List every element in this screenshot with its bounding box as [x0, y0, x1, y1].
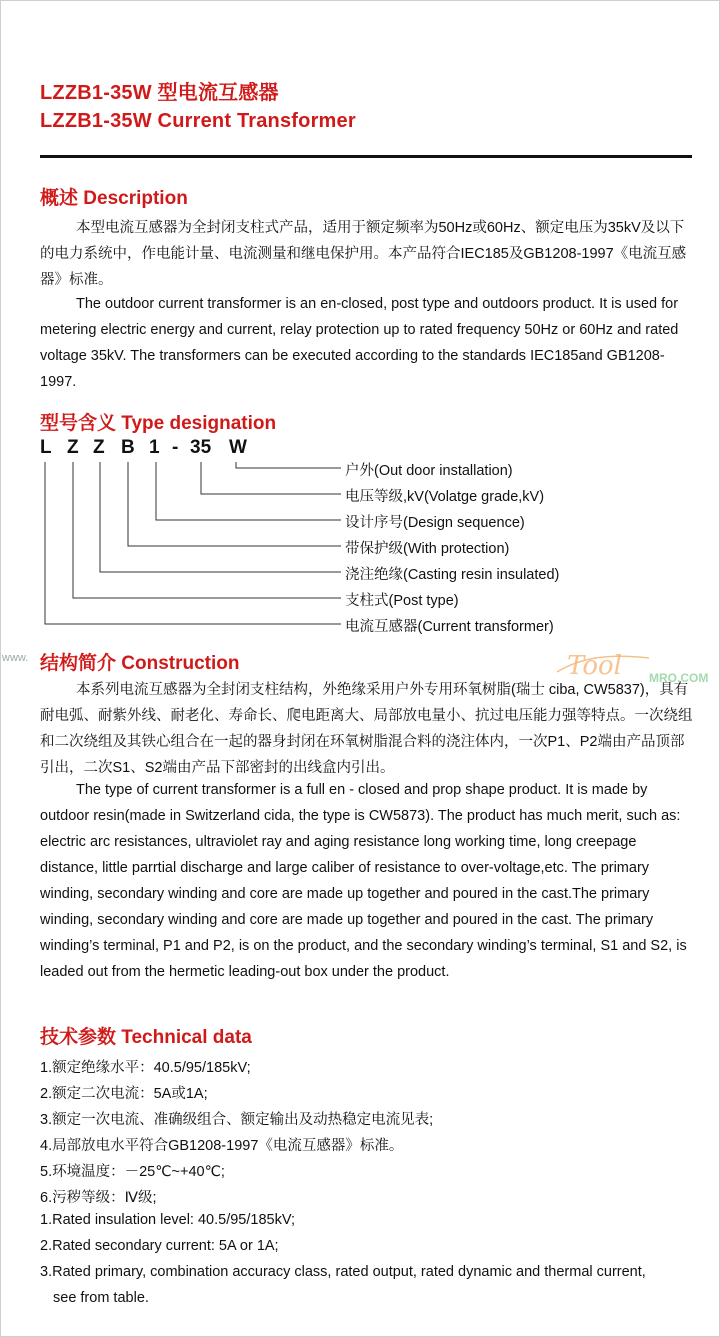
svg-text:MRO.COM: MRO.COM: [649, 671, 709, 682]
code-letter-Z2: Z: [93, 437, 105, 458]
svg-text:Tool: Tool: [567, 651, 622, 681]
description-cn: 本型电流互感器为全封闭支柱式产品，适用于额定频率为50Hz或60Hz、额定电压为35kV及以下的电力系统中，作电能计量、电流测量和继电保护用。本产品符合IEC185及GB1208-1997《电流互感器》标准。: [40, 220, 687, 288]
code-digit-1: 1: [149, 437, 160, 458]
type-designation-heading: 型号含义 Type designation: [40, 413, 277, 434]
tech-item-1-en: 1.Rated insulation level: 40.5/95/185kV;: [40, 1212, 295, 1228]
legend-current-transformer: 电流互感器(Current transformer): [345, 619, 554, 635]
code-voltage-35: 35: [190, 437, 212, 458]
title-cn: LZZB1-35W 型电流互感器: [40, 82, 279, 104]
tech-item-2-en: 2.Rated secondary current: 5A or 1A;: [40, 1238, 279, 1254]
legend-voltage-grade: 电压等级,kV(Volatge grade,kV): [345, 489, 545, 505]
legend-post-type: 支柱式(Post type): [345, 593, 459, 609]
tech-item-6-cn: 6.污秽等级：Ⅳ级;: [40, 1190, 157, 1206]
title-en: LZZB1-35W Current Transformer: [40, 110, 356, 132]
tech-item-5-cn: 5.环境温度：－25℃~+40℃;: [40, 1164, 225, 1180]
tech-item-3-en-cont: see from table.: [53, 1290, 149, 1306]
construction-cn: 本系列电流互感器为全封闭支柱结构，外绝缘采用户外专用环氧树脂(瑞士 ciba, CW5837)，具有耐电弧、耐紫外线、耐老化、寿命长、爬电距离大、局部放电量小、抗过电压能力强等特点。一次绕组和二次绕组及其铁心组合在一起的器身封闭在环氧树脂混合料的浇注体内，一次P1、P2端由产品顶部引出，二次S1、S2端由产品下部密封的出线盒内引出。: [40, 682, 693, 776]
legend-with-protection: 带保护级(With protection): [345, 541, 510, 557]
code-letter-Z1: Z: [67, 437, 79, 458]
legend-design-sequence: 设计序号(Design sequence): [345, 515, 525, 531]
code-dash: -: [172, 437, 179, 458]
tech-item-2-cn: 2.额定二次电流：5A或1A;: [40, 1086, 208, 1102]
tech-item-3-cn: 3.额定一次电流、准确级组合、额定输出及动热稳定电流见表;: [40, 1112, 434, 1128]
construction-heading: 结构简介 Construction: [40, 653, 240, 674]
legend-outdoor: 户外(Out door installation): [345, 463, 513, 479]
watermark-left: www.: [2, 652, 29, 664]
tech-item-4-cn: 4.局部放电水平符合GB1208-1997《电流互感器》标准。: [40, 1138, 404, 1154]
construction-en: The type of current transformer is a full en - closed and prop shape product. It is made by outdoor resin(made in Switzerland cida, the type is CW5873). The product has much merit, such as: electric arc resistances, ultraviolet ray and aging resistance long working time, long creepage distance, little parrtial discharge and large caliber of resistance to over-voltage,etc. The primary winding, secondary winding and core are made up together and poured in the cast.The primary winding, secondary winding and core are made up together and poured in the cast. The primary winding’s terminal, P1 and P2, is on the product, and the secondary winding’s terminal, S1 and S2, is leaded out from the hermetic leading-out box under the product.: [40, 782, 687, 980]
code-letter-L: L: [40, 437, 52, 458]
tech-item-1-cn: 1.额定绝缘水平：40.5/95/185kV;: [40, 1060, 251, 1076]
description-heading: 概述 Description: [40, 188, 188, 209]
tech-item-3-en: 3.Rated primary, combination accuracy class, rated output, rated dynamic and thermal current,: [40, 1264, 646, 1280]
code-letter-W: W: [229, 437, 247, 458]
code-letter-B: B: [121, 437, 135, 458]
legend-casting-resin: 浇注绝缘(Casting resin insulated): [345, 567, 560, 583]
description-en: The outdoor current transformer is an en-closed, post type and outdoors product. It is used for metering electric energy and current, relay protection up to rated frequency 50Hz or 60Hz and rated voltage 35kV. The transformers can be executed according to the standards IEC185and GB1208-1997.: [40, 296, 679, 390]
technical-heading: 技术参数 Technical data: [40, 1027, 252, 1048]
